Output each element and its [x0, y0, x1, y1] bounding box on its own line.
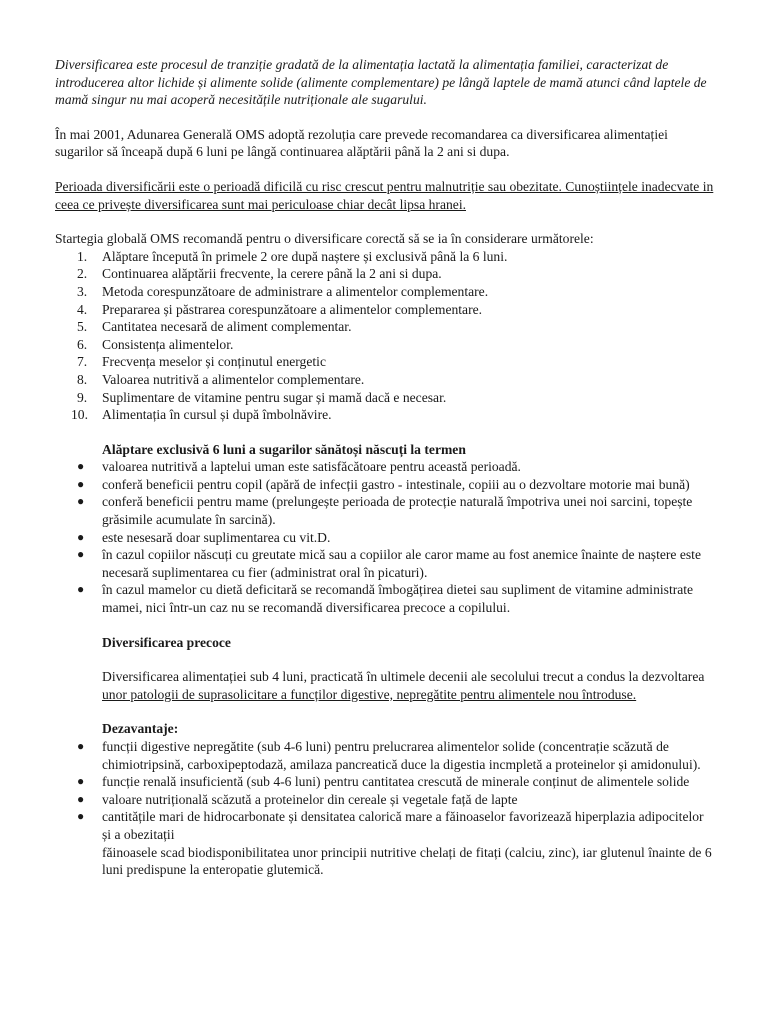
bullet-icon: ●: [77, 547, 85, 562]
list-item: ● valoare nutrițională scăzută a proteinelor din cereale și vegetale față de lapte: [77, 791, 518, 807]
bullet-icon: ●: [77, 739, 85, 753]
list-item: ● funcții digestive nepregătite (sub 4-6 luni) pentru prelucrarea alimentelor solide (concentrație scăzută de chimiotripsină, carboxipeptodază, amilaza pancreatică duce la digestia incmpletă a proteinelor și amidonului).: [77, 739, 701, 772]
list-item: 5. Cantitatea necesară de aliment complementar.: [77, 319, 352, 335]
dezavantaje-bullets: [55, 738, 715, 844]
risk-paragraph: Perioada diversificării este o perioadă dificilă cu risc crescut pentru malnutriție sau obezitate. Cunoștiințele inadecvate in ceea ce privește diversificarea sunt mai periculoase chiar decât lipsa hranei.: [55, 178, 714, 212]
list-item: ● în cazul copiilor născuți cu greutate mică sau a copiilor ale caror mame au fost anemice înainte de naștere este necesară suplimentarea cu fier (administrat oral în picaturi).: [77, 547, 701, 580]
bullet-icon: ●: [77, 459, 85, 474]
bullet-icon: ●: [77, 774, 85, 789]
exclusive-heading: Alăptare exclusivă 6 luni a sugarilor sănătoși născuți la termen: [102, 441, 466, 457]
bullet-icon: ●: [77, 476, 85, 491]
oms-paragraph: În mai 2001, Adunarea Generală OMS adoptă rezoluția care prevede recomandarea ca diversificarea alimentației sugarilor să înceapă după 6 luni pe lângă continuarea alăptării până la 2 ani si dupa.: [55, 126, 668, 160]
list-item: 7. Frecvența meselor și conținutul energetic: [77, 354, 326, 370]
list-item: 3. Metoda corespunzătoare de administrare a alimentelor complementare.: [77, 283, 489, 299]
bullet-icon: ●: [77, 809, 85, 824]
bullet-icon: ●: [77, 494, 85, 509]
list-item: 10. Alimentația în cursul și după îmbolnăvire.: [71, 407, 332, 423]
bullet-icon: ●: [77, 791, 85, 806]
list-item: ● valoarea nutritivă a laptelui uman este satisfăcătoare pentru această perioadă.: [77, 459, 521, 475]
strategy-list: [55, 248, 715, 424]
list-item: ● funcție renală insuficientă (sub 4-6 luni) pentru cantitatea crescută de minerale conținut de alimentele solide: [77, 774, 690, 790]
list-item: 2. Continuarea alăptării frecvente, la cerere până la 2 ani si dupa.: [77, 266, 442, 282]
list-item: ● în cazul mamelor cu dietă deficitară se recomandă îmbogățirea dietei sau supliment de vitamine administrate mamei, nici într-un caz nu se recomandă diversificarea precoce a copilului.: [77, 582, 694, 616]
intro-paragraph: Diversificarea este procesul de tranziție gradată de la alimentația lactată la alimentația familiei, caracterizat de introducerea altor lichide și alimente solide (alimente complementare) pe lângă laptele de mamă atunci când laptele de mamă singur nu mai acoperă necesitățile nutriționale ale sugarului.: [55, 57, 707, 108]
dezavantaje-heading: Dezavantaje:: [102, 721, 179, 737]
list-item: 8. Valoarea nutritivă a alimentelor complementare.: [77, 371, 365, 387]
exclusive-bullets: [55, 458, 715, 616]
list-item: 4. Prepararea și păstrarea corespunzătoare a alimentelor complementare.: [77, 301, 483, 317]
list-item: ● conferă beneficii pentru mame (prelungește perioada de protecție naturală împotriva unei noi sarcini, topește grăsimile acumulate în sarcină).: [77, 494, 693, 528]
list-item: ● este nesesară doar suplimentarea cu vit.D.: [77, 529, 331, 545]
precoce-paragraph: Diversificarea alimentației sub 4 luni, practicată în ultimele decenii ale secolului trecut a condus la dezvoltarea unor patologii de suprasolicitare a funcților digestive, nepregătite pentru alimentele nou întroduse.: [102, 669, 705, 702]
bullet-icon: ●: [77, 529, 85, 544]
list-item: 1. Alăptare începută în primele 2 ore după naștere și exclusivă până la 6 luni.: [77, 248, 508, 264]
list-item: 9. Suplimentare de vitamine pentru sugar și mamă dacă e necesar.: [77, 389, 447, 405]
list-item: ● cantitățile mari de hidrocarbonate și densitatea calorică mare a făinoaselor favorizează hiperplazia adipocitelor și a obezitații: [77, 809, 704, 842]
bullet-icon: ●: [77, 582, 85, 597]
list-item: 6. Consistența alimentelor.: [77, 336, 234, 352]
strategy-intro: Startegia globală OMS recomandă pentru o diversificare corectă să se ia în considerare următorele:: [55, 231, 594, 247]
list-item: ● conferă beneficii pentru copil (apără de infecții gastro - intestinale, copiii au o dezvoltare motorie mai bună): [77, 476, 690, 492]
dezavantaje-continuation: făinoasele scad biodisponibilitatea unor principii nutritive chelați de fitați (calciu, zinc), iar glutenul înainte de 6 luni predispune la enteropatie glutemică.: [102, 844, 712, 878]
document-page: [55, 56, 715, 879]
precoce-heading: Diversificarea precoce: [102, 634, 231, 650]
